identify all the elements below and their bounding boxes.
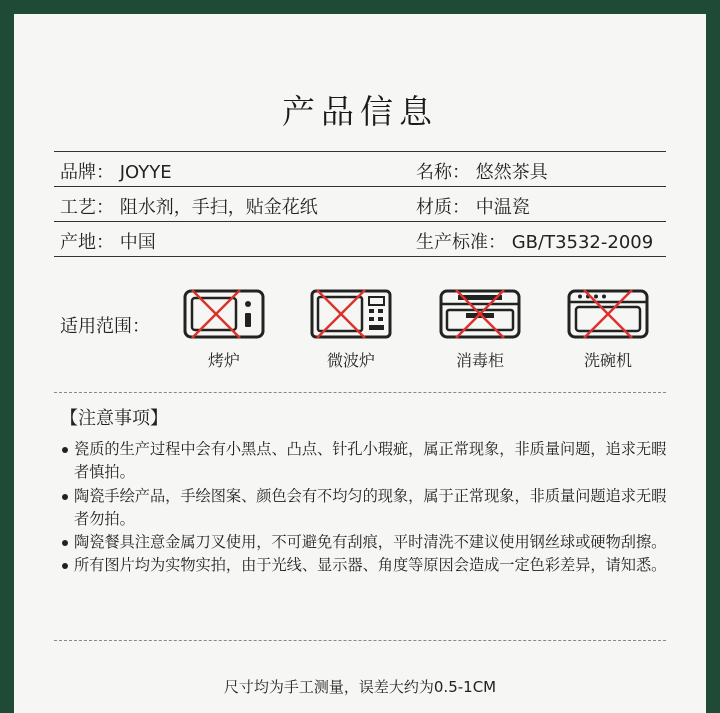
list-item: 所有图片均为实物实拍，由于光线、显示器、角度等原因会造成一定色彩差异，请知悉。	[60, 554, 670, 577]
spec-table	[54, 151, 666, 257]
dishwasher-crossed-icon	[566, 286, 650, 342]
appliance-dishwasher	[563, 286, 653, 371]
product-info-card	[14, 14, 706, 713]
appliance-label: 洗碗机	[583, 351, 632, 370]
sterilizer-crossed-icon	[438, 286, 522, 342]
spec-row	[54, 222, 666, 257]
spec-standard: 生产标准： GB/T3532-2009	[416, 232, 654, 253]
appliance-label: 消毒柜	[455, 351, 504, 370]
microwave-crossed-icon	[309, 286, 393, 342]
divider	[54, 640, 666, 641]
appliance-microwave	[306, 286, 396, 371]
notes-list	[60, 438, 670, 578]
oven-crossed-icon	[182, 286, 266, 342]
spec-brand: 品牌： JOYYE	[60, 162, 172, 183]
footer-note: 尺寸均为手工测量，误差大约为0.5-1CM	[223, 678, 497, 696]
scope-label: 适用范围：	[60, 316, 150, 337]
spec-craft: 工艺： 阻水剂，手扫，贴金花纸	[60, 197, 318, 218]
appliance-label: 烤炉	[207, 351, 240, 370]
spec-row	[54, 151, 666, 187]
appliance-oven	[179, 286, 269, 371]
divider	[54, 392, 666, 393]
list-item: 陶瓷餐具注意金属刀叉使用，不可避免有刮痕，平时清洗不建议使用钢丝球或硬物刮擦。	[60, 531, 670, 554]
spec-origin: 产地： 中国	[60, 232, 156, 253]
spec-row	[54, 187, 666, 222]
list-item: 瓷质的生产过程中会有小黑点、凸点、针孔小瑕疵，属正常现象，非质量问题，追求无暇者慎拍。	[60, 438, 670, 485]
appliance-label: 微波炉	[326, 351, 375, 370]
notes-title: 【注意事项】	[60, 408, 168, 429]
page-title: 产品信息	[282, 92, 438, 131]
list-item: 陶瓷手绘产品，手绘图案、颜色会有不均匀的现象，属于正常现象，非质量问题追求无暇者勿拍。	[60, 485, 670, 532]
spec-material: 材质： 中温瓷	[416, 197, 530, 218]
appliance-sterilizer	[435, 286, 525, 371]
spec-name: 名称： 悠然茶具	[416, 162, 548, 183]
